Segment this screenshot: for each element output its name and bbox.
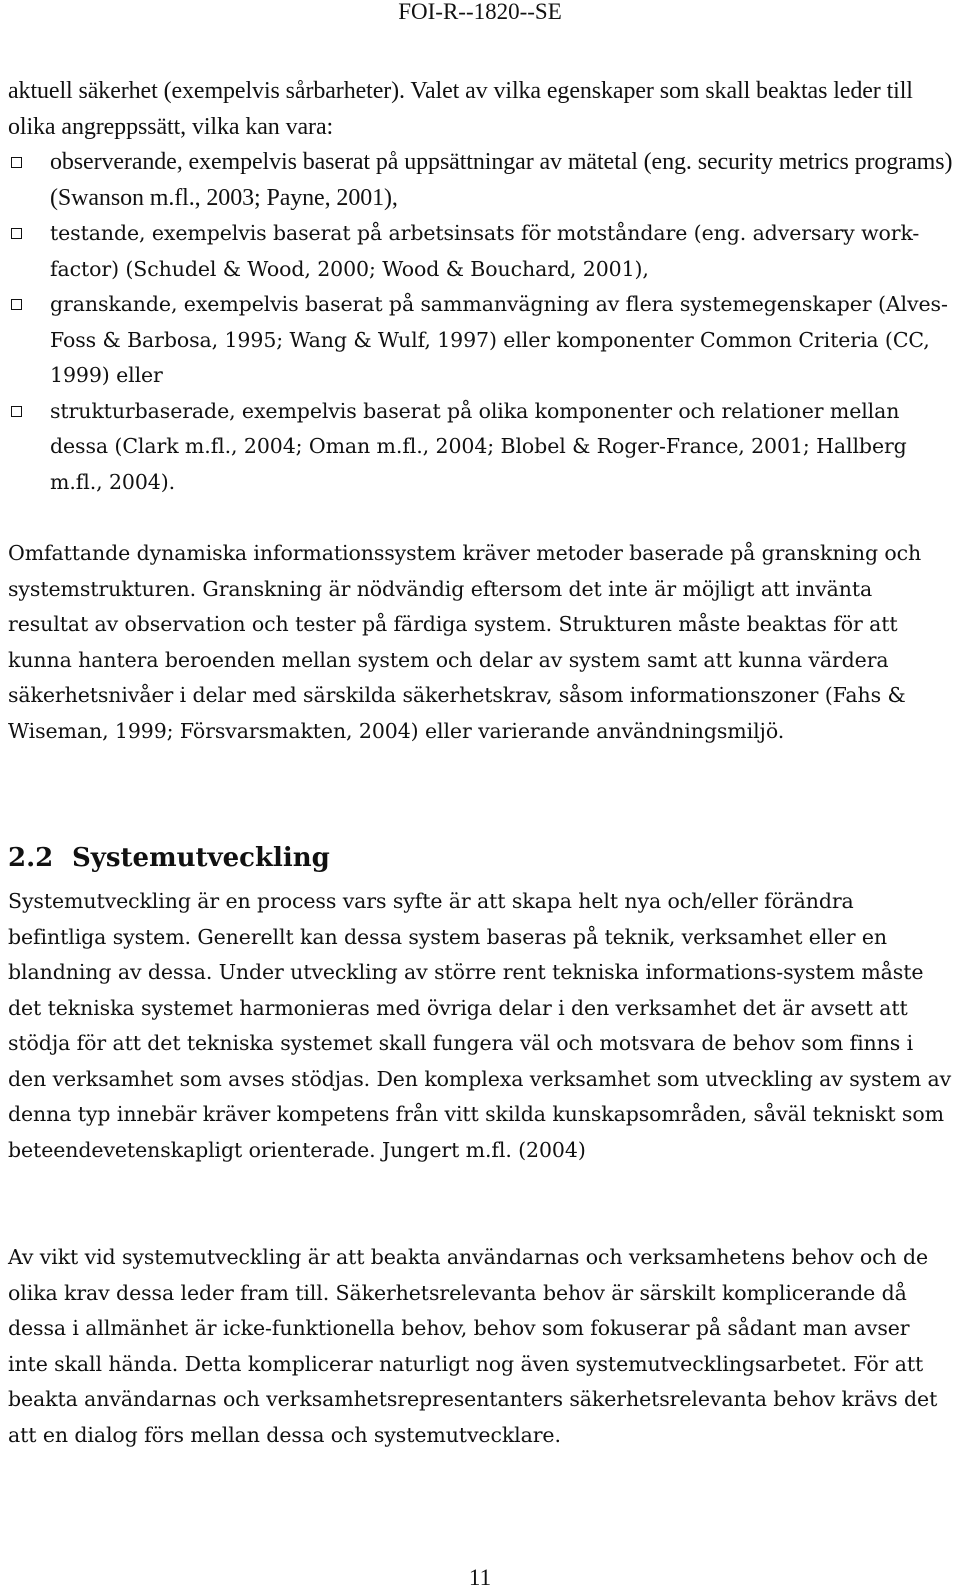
list-item-text-continued: work-factor) (Schudel & Wood, 2000; Wood & Bouchard, 2001), xyxy=(50,221,920,281)
intro-block xyxy=(8,74,954,500)
section-heading xyxy=(8,838,330,878)
paragraph-dynamic-systems xyxy=(8,536,954,749)
list-item-testing xyxy=(8,216,954,287)
page-number: 11 xyxy=(468,1565,492,1590)
intro-text: aktuell säkerhet (exempelvis sårbarheter). Valet av vilka egenskaper som skall beaktas leder till olika angreppssätt, vilka kan vara: xyxy=(8,78,913,140)
section-title: Systemutveckling xyxy=(72,843,330,873)
paragraph-requirements xyxy=(8,1240,954,1453)
paragraph-text: Systemutveckling är en process vars syfte är att skapa helt nya och/eller förändra befintliga system. Generellt kan dessa system baseras på teknik, verksamhet eller en blandning av dessa. Under utveckling av större rent tekniska informations-system måste det tekniska systemet harmonieras med övriga delar i den verksamhet det är avsett att stödja för att det tekniska systemet skall fungera väl och motsvara de behov som finns i den verksamhet som avses stödjas. Den komplexa verksamhet som utveckling av system av denna typ innebär kräver kompetens från vitt skilda kunskapsområden, såväl tekniskt som beteendevetenskapligt orienterade. Jungert m.fl. (2004) xyxy=(8,889,952,1162)
approach-list xyxy=(8,145,954,500)
paragraph-systemutveckling xyxy=(8,884,954,1168)
checkbox-bullet-icon xyxy=(11,228,22,239)
section-number: 2.2 xyxy=(8,843,54,873)
report-id-header: FOI-R--1820--SE xyxy=(398,0,562,24)
paragraph-text: Omfattande dynamiska informationssystem kräver metoder baserade på granskning och systemstrukturen. Granskning är nödvändig eftersom det inte är möjligt att invänta resultat av observation och tester på färdiga system. Strukturen måste beaktas för att kunna hantera beroenden mellan system och delar av system samt att kunna värdera säkerhetsnivåer i delar med särskilda säkerhetskrav, såsom informationszoner (Fahs & Wiseman, 1999; Försvarsmakten, 2004) eller varierande användningsmiljö. xyxy=(8,541,922,743)
checkbox-bullet-icon xyxy=(11,157,22,168)
list-item-structural xyxy=(8,394,954,501)
checkbox-bullet-icon xyxy=(11,299,22,310)
list-item-text: testande, exempelvis baserat på arbetsinsats för motståndare (eng. adversary xyxy=(50,221,855,245)
list-item-text: strukturbaserade, exempelvis baserat på olika komponenter och relationer mellan dessa (Clark m.fl., 2004; Oman m.fl., 2004; Blobel & Roger-France, 2001; Hallberg m.fl., 2004). xyxy=(50,398,907,494)
list-item-observing xyxy=(8,145,954,216)
list-item-text: granskande, exempelvis baserat på sammanvägning av flera systemegenskaper (Alves-Foss & Barbosa, 1995; Wang & Wulf, 1997) eller komponenter Common Criteria (CC, 1999) eller xyxy=(50,292,948,387)
list-item-text: observerande, exempelvis baserat på uppsättningar av mätetal (eng. security metrics programs) (Swanson m.fl., 2003; Payne, 2001), xyxy=(50,149,953,211)
checkbox-bullet-icon xyxy=(11,406,22,417)
paragraph-text: Av vikt vid systemutveckling är att beakta användarnas och verksamhetens behov och de olika krav dessa leder fram till. Säkerhetsrelevanta behov är särskilt komplicerande då dessa i allmänhet är icke-funktionella behov, behov som fokuserar på sådant man avser inte skall hända. Detta komplicerar naturligt nog även systemutvecklingsarbetet. För att beakta användarnas och verksamhetsrepresentanters säkerhetsrelevanta behov krävs det att en dialog förs mellan dessa och systemutvecklare. xyxy=(8,1245,938,1447)
list-item-reviewing xyxy=(8,287,954,394)
